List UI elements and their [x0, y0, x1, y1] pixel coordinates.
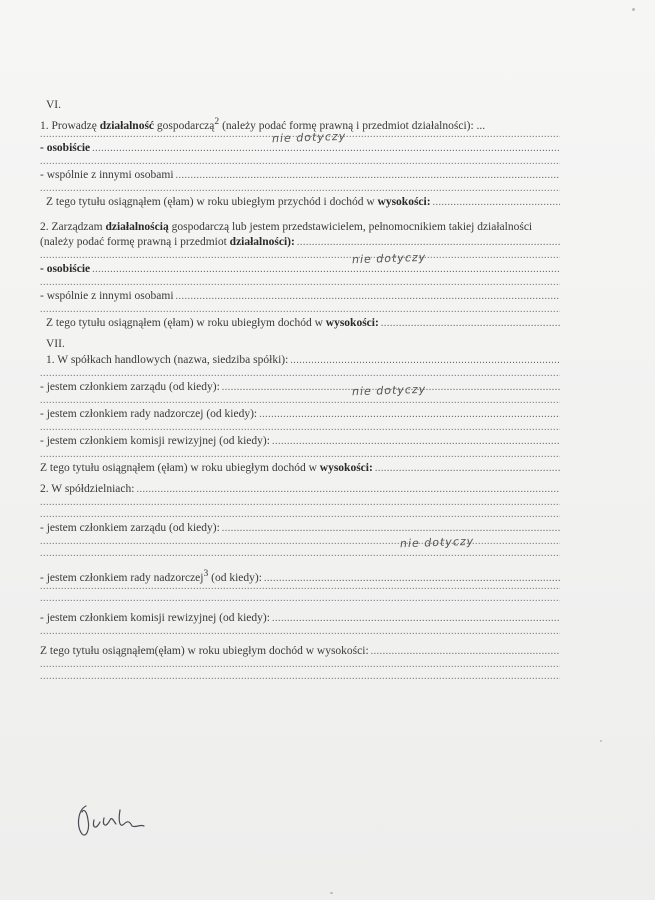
s6-item2-joint: - wspólnie z innymi osobami ..... — [40, 289, 560, 304]
s7-item2-income: Z tego tytułu osiągnąłem(ęłam) w roku ubiegłym dochód w wysokości: ..... — [40, 644, 560, 659]
s6-item1-income: Z tego tytułu osiągnąłem (ęłam) w roku ubiegłym przychód i dochód w wysokości: ..... — [40, 195, 560, 210]
s7-item1-line: 1. W spółkach handlowych (nazwa, siedziba spółki): ..... — [40, 353, 560, 368]
signature-image — [72, 800, 152, 844]
s7-item1-board: - jestem członkiem zarządu (od kiedy): ..... — [40, 380, 560, 395]
declaration-content — [40, 98, 560, 683]
s6-item2-line: 2. Zarządzam działalnością gospodarczą lub jestem przedstawicielem, pełnomocnikiem takiej działalności — [40, 221, 533, 233]
s6-item2-personal: - osobiście ..... — [40, 262, 560, 277]
s7-item2-board: - jestem członkiem zarządu (od kiedy): ..... — [40, 521, 560, 536]
s7-item1-income: Z tego tytułu osiągnąłem (ęłam) w roku ubiegłym dochód w wysokości: ..... — [40, 461, 560, 476]
handwritten-entry-s7-1: nie dotyczy — [351, 382, 427, 399]
s7-item1-supervisory: - jestem członkiem rady nadzorczej (od kiedy): ..... — [40, 407, 560, 422]
s7-item2-supervisory: - jestem członkiem rady nadzorczej$^3$ (od kiedy): ..... — [40, 566, 560, 581]
handwritten-entry-s6-2: nie dotyczy — [351, 250, 427, 267]
handwritten-entry-s7-2: nie dotyczy — [399, 534, 475, 551]
s6-item2-income: Z tego tytułu osiągnąłem (ęłam) w roku ubiegłym dochód w wysokości: ..... — [40, 316, 560, 331]
s7-item2-line: 2. W spółdzielniach: ..... — [40, 482, 560, 497]
handwritten-entry-s6-1: nie dotyczy — [271, 129, 347, 146]
s6-item2-line2: (należy podać formę prawną i przedmiot działalności): ..... — [40, 235, 560, 250]
section-7-heading: VII. — [46, 338, 65, 350]
s7-item2-audit: - jestem członkiem komisji rewizyjnej (od kiedy): ..... — [40, 611, 560, 626]
s6-item1-line: 1. Prowadzę działalność gospodarczą$^2$ (należy podać formę prawną i przedmiot działalności): ... — [40, 116, 486, 132]
s6-item1-personal: - osobiście ..... — [40, 141, 560, 156]
s7-item1-audit: - jestem członkiem komisji rewizyjnej (od kiedy): ..... — [40, 434, 560, 449]
s6-item1-joint: - wspólnie z innymi osobami ..... — [40, 168, 560, 183]
section-6-heading: VI. — [46, 99, 62, 111]
